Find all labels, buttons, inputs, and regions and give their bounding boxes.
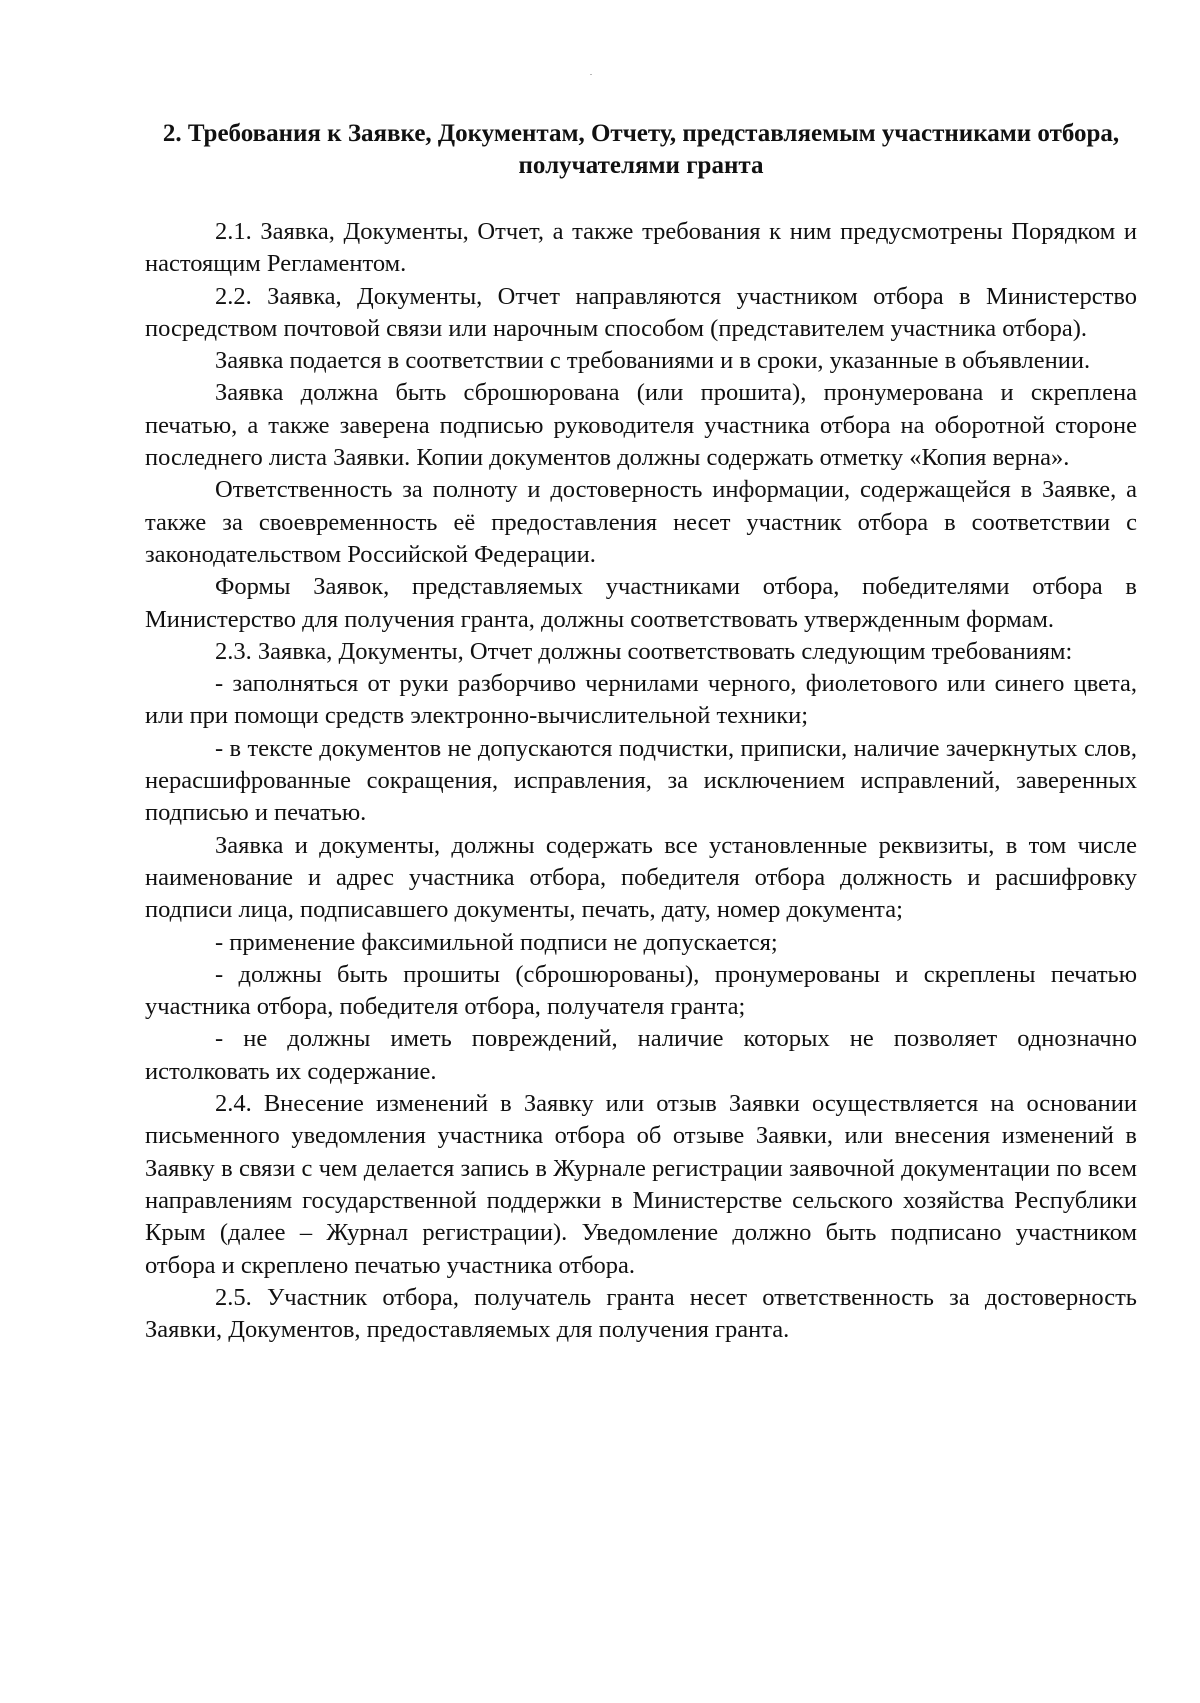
paragraph-2-5: 2.5. Участник отбора, получатель гранта несет ответственность за достоверность Заявки, Документов, предоставляемых для получения гранта.	[145, 1283, 1137, 1344]
paragraph-requisites: Заявка и документы, должны содержать все установленные реквизиты, в том числе наименование и адрес участника отбора, победителя отбора должность и расшифровку подписи лица, подписавшего документы, печать, дату, номер документа;	[145, 831, 1137, 924]
list-item-no-facsimile: - применение факсимильной подписи не допускается;	[215, 928, 778, 956]
paragraph-application-deadline: Заявка подается в соответствии с требованиями и в сроки, указанные в объявлении.	[215, 347, 1091, 375]
paragraph-2-2: 2.2. Заявка, Документы, Отчет направляются участником отбора в Министерство посредством почтовой связи или нарочным способом (представителем участника отбора).	[145, 282, 1137, 342]
paragraph-2-4: 2.4. Внесение изменений в Заявку или отзыв Заявки осуществляется на основании письменного уведомления участника отбора об отзыве Заявки, или внесения изменений в Заявку в связи с чем делается запись в Журнале регистрации заявочной документации по всем направлениям государственной поддержки в Министерстве сельского хозяйства Республики Крым (далее – Журнал регистрации). Уведомление должно быть подписано участником отбора и скреплено печатью участника отбора.	[145, 1090, 1137, 1279]
list-item-no-corrections: - в тексте документов не допускаются подчистки, приписки, наличие зачеркнутых слов, нерасшифрованные сокращения, исправления, за исключением исправлений, заверенных подписью и печатью.	[145, 734, 1137, 827]
list-item-no-damage: - не должны иметь повреждений, наличие которых не позволяет однозначно истолковать их содержание.	[145, 1025, 1137, 1085]
paragraph-forms: Формы Заявок, представляемых участниками отбора, победителями отбора в Министерство для получения гранта, должны соответствовать утвержденным формам.	[145, 573, 1137, 633]
document-body	[145, 118, 1137, 1346]
paragraph-2-1: 2.1. Заявка, Документы, Отчет, а также требования к ним предусмотрены Порядком и настоящим Регламентом.	[145, 218, 1137, 278]
list-item-bound-numbered: - должны быть прошиты (сброшюрованы), пронумерованы и скреплены печатью участника отбора, победителя отбора, получателя гранта;	[145, 960, 1137, 1021]
section-heading: 2. Требования к Заявке, Документам, Отчету, представляемым участниками отбора, получателями гранта	[162, 120, 1120, 179]
paragraph-2-3: 2.3. Заявка, Документы, Отчет должны соответствовать следующим требованиям:	[215, 637, 1073, 665]
list-item-handwriting: - заполняться от руки разборчиво чернилами черного, фиолетового или синего цвета, или при помощи средств электронно-вычислительной техники;	[145, 670, 1137, 730]
paragraph-responsibility: Ответственность за полноту и достоверность информации, содержащейся в Заявке, а также за своевременность её предоставления несет участник отбора в соответствии с законодательством Российской Федерации.	[145, 476, 1137, 568]
scan-artifact-dot	[590, 74, 592, 75]
paragraph-application-binding: Заявка должна быть сброшюрована (или прошита), пронумерована и скреплена печатью, а также заверена подписью руководителя участника отбора на оборотной стороне последнего листа Заявки. Копии документов должны содержать отметку «Копия верна».	[145, 379, 1137, 472]
